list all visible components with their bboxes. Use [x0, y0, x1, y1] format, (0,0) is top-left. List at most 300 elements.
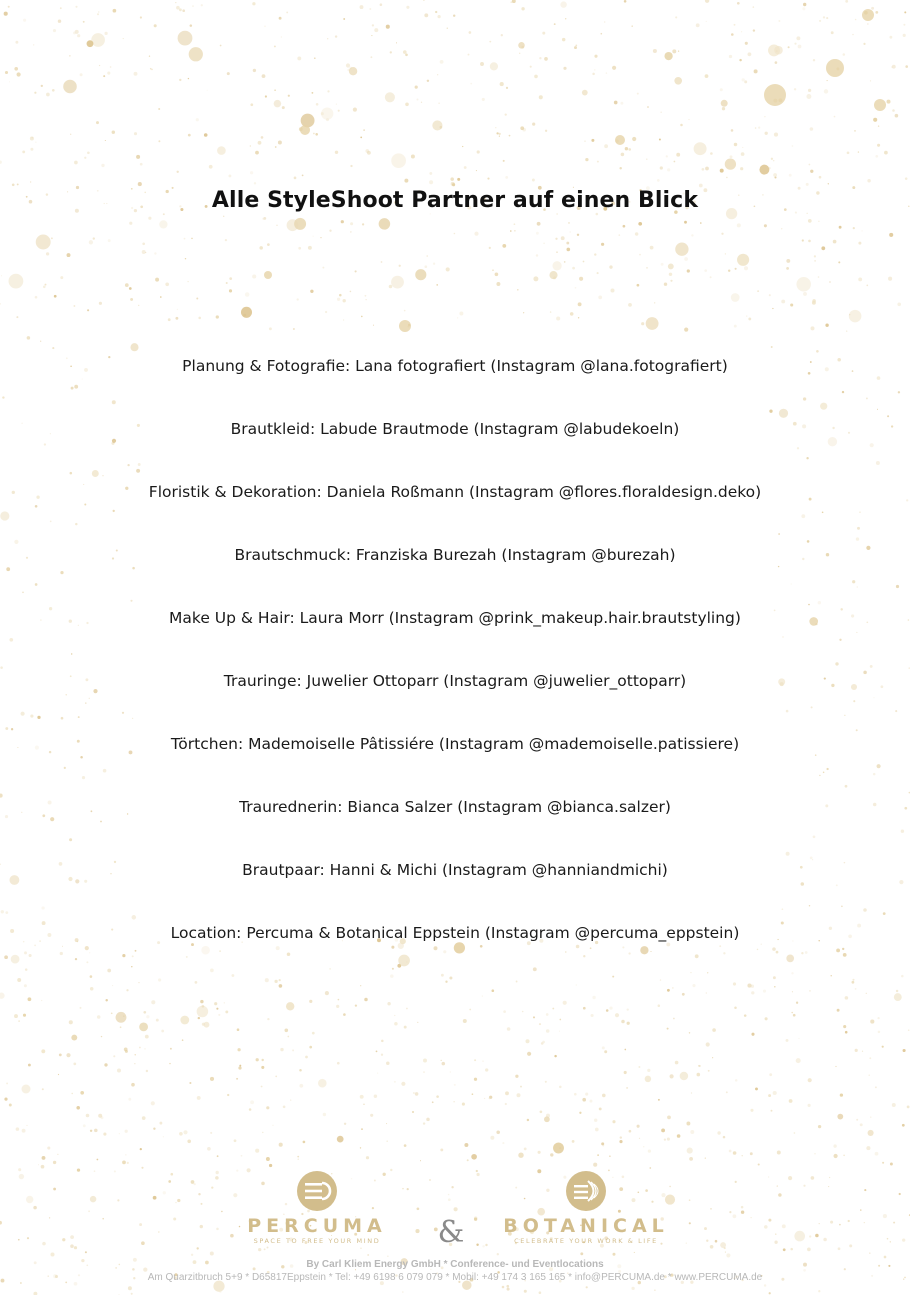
gold-speckle [627, 1008, 629, 1010]
gold-speckle [765, 132, 768, 135]
gold-speckle [228, 174, 231, 177]
gold-speckle [252, 2, 255, 5]
gold-speckle [182, 1039, 184, 1041]
gold-speckle [623, 225, 626, 228]
gold-speckle [632, 137, 636, 141]
gold-speckle [145, 1035, 149, 1039]
gold-speckle [712, 1028, 716, 1032]
gold-speckle [520, 126, 524, 130]
gold-speckle [261, 1059, 263, 1061]
gold-speckle [552, 1008, 554, 1010]
gold-speckle [621, 153, 625, 157]
gold-speckle [305, 1056, 308, 1059]
gold-speckle [793, 1014, 796, 1017]
gold-speckle [506, 1285, 509, 1288]
gold-speckle [814, 260, 816, 262]
gold-speckle [565, 18, 566, 19]
gold-speckle [802, 7, 805, 10]
gold-speckle [279, 17, 282, 20]
gold-speckle [412, 1111, 414, 1113]
gold-speckle [555, 238, 557, 240]
gold-speckle [161, 1030, 164, 1033]
botanical-tagline: CELEBRATE YOUR WORK & LIFE [514, 1237, 658, 1245]
gold-speckle [741, 152, 745, 156]
gold-speckle [746, 316, 747, 317]
gold-speckle [90, 987, 94, 991]
gold-speckle [903, 24, 905, 26]
gold-speckle [339, 294, 342, 297]
gold-speckle [750, 1109, 753, 1112]
gold-speckle [751, 991, 754, 994]
gold-speckle [824, 89, 828, 93]
gold-speckle [689, 1032, 690, 1033]
gold-speckle [183, 1130, 187, 1134]
gold-speckle [485, 1068, 488, 1071]
gold-speckle [41, 1000, 42, 1001]
gold-speckle [112, 985, 113, 986]
gold-speckle [813, 59, 815, 61]
gold-speckle [661, 263, 664, 266]
gold-speckle [73, 1063, 76, 1066]
gold-speckle [553, 1143, 564, 1154]
gold-speckle [135, 1054, 136, 1055]
gold-speckle [875, 1086, 877, 1088]
gold-speckle [624, 1071, 627, 1074]
gold-speckle [579, 1112, 581, 1114]
gold-speckle [826, 17, 828, 19]
gold-speckle [267, 243, 270, 246]
gold-speckle [765, 1017, 768, 1020]
gold-speckle [426, 1118, 430, 1122]
gold-speckle [70, 134, 71, 135]
gold-speckle [122, 1161, 126, 1165]
gold-speckle [53, 29, 56, 32]
gold-speckle [225, 1010, 228, 1013]
gold-speckle [905, 177, 908, 180]
gold-speckle [131, 1083, 135, 1087]
gold-speckle [459, 312, 463, 316]
gold-speckle [669, 273, 672, 276]
gold-speckle [839, 226, 842, 229]
gold-speckle [888, 277, 892, 281]
gold-speckle [380, 3, 383, 6]
gold-speckle [606, 72, 607, 73]
gold-speckle [737, 223, 741, 227]
gold-speckle [596, 213, 599, 216]
gold-speckle [262, 74, 266, 78]
gold-speckle [517, 289, 519, 291]
gold-speckle [300, 125, 310, 135]
gold-speckle [808, 219, 812, 223]
gold-speckle [838, 261, 840, 263]
gold-speckle [87, 151, 90, 154]
partner-item-brautschmuck: Brautschmuck: Franziska Burezah (Instagram @burezah) [234, 546, 676, 564]
gold-speckle [105, 140, 106, 141]
gold-speckle [645, 1076, 652, 1083]
gold-speckle [814, 1153, 815, 1154]
gold-speckle [740, 167, 743, 170]
gold-speckle [18, 1020, 20, 1022]
partner-list [0, 354, 910, 984]
gold-speckle [614, 101, 618, 105]
gold-speckle [523, 312, 524, 313]
gold-speckle [521, 7, 524, 10]
gold-speckle [609, 1006, 612, 1009]
gold-speckle [578, 302, 582, 306]
gold-speckle [609, 265, 612, 268]
gold-speckle [5, 71, 8, 74]
gold-speckle [751, 1033, 754, 1036]
gold-speckle [854, 130, 856, 132]
gold-speckle [98, 12, 99, 13]
gold-speckle [94, 1129, 98, 1133]
gold-speckle [16, 316, 18, 318]
gold-speckle [217, 146, 226, 155]
gold-speckle [696, 23, 700, 27]
gold-speckle [539, 57, 541, 59]
gold-speckle [860, 1123, 863, 1126]
gold-speckle [288, 95, 290, 97]
gold-speckle [808, 1104, 811, 1107]
gold-speckle [343, 319, 344, 320]
gold-speckle [668, 263, 674, 269]
gold-speckle [297, 56, 301, 60]
gold-speckle [126, 989, 128, 991]
gold-speckle [637, 1125, 640, 1128]
gold-speckle [518, 42, 525, 49]
gold-speckle [76, 1106, 80, 1110]
gold-speckle [619, 1140, 622, 1143]
gold-speckle [604, 1050, 607, 1053]
gold-speckle [769, 1073, 772, 1076]
gold-speckle [363, 129, 365, 131]
gold-speckle [433, 263, 435, 265]
gold-speckle [446, 267, 450, 271]
gold-speckle [821, 246, 825, 250]
gold-speckle [819, 176, 822, 179]
gold-speckle [42, 1156, 46, 1160]
gold-speckle [0, 993, 5, 999]
gold-speckle [517, 1093, 521, 1097]
gold-speckle [604, 21, 605, 22]
gold-speckle [432, 120, 442, 130]
gold-speckle [30, 181, 31, 182]
gold-speckle [742, 147, 743, 148]
gold-speckle [381, 1054, 383, 1056]
gold-speckle [141, 1167, 143, 1169]
gold-speckle [705, 1158, 706, 1159]
gold-speckle [28, 997, 32, 1001]
gold-speckle [426, 255, 428, 257]
gold-speckle [490, 62, 498, 70]
gold-speckle [515, 1075, 518, 1078]
gold-speckle [618, 234, 620, 236]
gold-speckle [280, 1048, 283, 1051]
gold-speckle [196, 118, 199, 121]
percuma-logo-icon [296, 1170, 338, 1212]
gold-speckle [0, 161, 2, 164]
percuma-wordmark: PERCUMA [247, 1215, 387, 1237]
gold-speckle [226, 282, 228, 284]
gold-speckle [386, 1140, 387, 1141]
gold-speckle [462, 146, 463, 147]
gold-speckle [810, 127, 814, 131]
gold-speckle [889, 233, 893, 237]
gold-speckle [187, 1139, 191, 1143]
gold-speckle [773, 1091, 777, 1095]
gold-speckle [227, 1094, 229, 1096]
gold-speckle [160, 296, 162, 298]
gold-speckle [170, 1048, 172, 1050]
gold-speckle [764, 224, 767, 227]
gold-speckle [60, 7, 62, 9]
gold-speckle [735, 268, 737, 270]
gold-speckle [69, 1020, 73, 1024]
gold-speckle [67, 253, 71, 257]
gold-speckle [274, 45, 276, 47]
gold-speckle [279, 1143, 283, 1147]
gold-speckle [582, 1098, 586, 1102]
gold-speckle [843, 53, 846, 56]
gold-speckle [637, 284, 640, 287]
gold-speckle [179, 8, 182, 11]
gold-speckle [670, 1074, 674, 1078]
gold-speckle [818, 1290, 820, 1292]
gold-speckle [471, 1154, 477, 1160]
gold-speckle [601, 33, 603, 35]
gold-speckle [803, 3, 806, 6]
gold-speckle [424, 13, 428, 17]
gold-speckle [583, 261, 585, 263]
gold-speckle [283, 1105, 286, 1108]
gold-speckle [266, 1157, 270, 1161]
gold-speckle [530, 66, 532, 68]
gold-speckle [561, 236, 565, 240]
gold-speckle [453, 1101, 454, 1102]
gold-speckle [723, 1136, 726, 1139]
gold-speckle [849, 314, 850, 315]
gold-speckle [691, 234, 693, 236]
gold-speckle [41, 1049, 45, 1053]
gold-speckle [667, 1116, 671, 1120]
gold-speckle [612, 1120, 615, 1123]
gold-speckle [130, 298, 133, 301]
gold-speckle [892, 1103, 896, 1107]
gold-speckle [343, 1013, 346, 1016]
gold-speckle [855, 19, 857, 21]
gold-speckle [142, 1116, 146, 1120]
gold-speckle [391, 276, 404, 289]
gold-speckle [403, 50, 407, 54]
gold-speckle [667, 1138, 670, 1141]
gold-speckle [808, 240, 811, 243]
gold-speckle [113, 9, 117, 13]
gold-speckle [151, 1000, 155, 1004]
gold-speckle [224, 1002, 225, 1003]
gold-speckle [138, 182, 142, 186]
gold-speckle [646, 267, 647, 268]
gold-speckle [869, 1057, 871, 1059]
gold-speckle [704, 269, 707, 272]
gold-speckle [522, 1011, 524, 1013]
gold-speckle [370, 1114, 373, 1117]
gold-speckle [597, 1154, 599, 1156]
gold-speckle [274, 89, 276, 91]
gold-speckle [275, 1076, 277, 1078]
gold-speckle [505, 113, 507, 115]
partner-item-brautkleid: Brautkleid: Labude Brautmode (Instagram @labudekoeln) [230, 420, 680, 438]
gold-speckle [533, 276, 538, 281]
gold-speckle [259, 246, 263, 250]
gold-speckle [687, 269, 690, 272]
gold-speckle [768, 1094, 771, 1097]
gold-speckle [34, 92, 36, 94]
gold-speckle [845, 996, 849, 1000]
gold-speckle [323, 1113, 326, 1116]
gold-speckle [457, 317, 458, 318]
gold-speckle [178, 31, 193, 46]
gold-speckle [591, 139, 594, 142]
gold-speckle [441, 1060, 442, 1061]
gold-speckle [89, 240, 93, 244]
gold-speckle [108, 239, 111, 242]
gold-speckle [542, 32, 545, 35]
gold-speckle [706, 1042, 710, 1046]
gold-speckle [262, 218, 264, 220]
gold-speckle [360, 1095, 364, 1099]
gold-speckle [237, 1048, 240, 1051]
gold-speckle [536, 232, 539, 235]
gold-speckle [582, 90, 588, 96]
gold-speckle [103, 75, 105, 77]
gold-speckle [360, 1147, 361, 1148]
gold-speckle [303, 1141, 306, 1144]
gold-speckle [411, 155, 415, 159]
gold-speckle [86, 1114, 90, 1118]
gold-speckle [386, 1123, 387, 1124]
gold-speckle [364, 998, 368, 1002]
gold-speckle [624, 1049, 626, 1051]
gold-speckle [710, 276, 712, 278]
gold-speckle [649, 1167, 651, 1169]
gold-speckle [641, 322, 644, 325]
gold-speckle [80, 1007, 82, 1009]
gold-speckle [863, 43, 865, 45]
gold-speckle [722, 107, 725, 110]
gold-speckle [502, 1142, 504, 1144]
gold-speckle [489, 247, 491, 249]
gold-speckle [502, 1286, 505, 1289]
gold-speckle [146, 1070, 148, 1072]
gold-speckle [578, 317, 579, 318]
gold-speckle [124, 1048, 128, 1052]
gold-speckle [791, 1012, 793, 1014]
gold-speckle [405, 102, 409, 106]
gold-speckle [182, 9, 185, 12]
gold-speckle [362, 223, 364, 225]
gold-speckle [204, 133, 208, 137]
gold-speckle [796, 1058, 801, 1063]
gold-speckle [462, 1103, 465, 1106]
gold-speckle [139, 1047, 141, 1049]
gold-speckle [574, 1093, 577, 1096]
gold-speckle [495, 272, 499, 276]
gold-speckle [261, 1066, 264, 1069]
gold-speckle [884, 1256, 887, 1259]
gold-speckle [192, 5, 193, 6]
gold-speckle [890, 1163, 893, 1166]
gold-speckle [691, 1092, 692, 1093]
gold-speckle [394, 1015, 395, 1016]
gold-speckle [129, 222, 132, 225]
gold-speckle [423, 0, 424, 1]
gold-speckle [778, 20, 780, 22]
gold-speckle [389, 285, 393, 289]
gold-speckle [127, 1162, 129, 1164]
gold-speckle [480, 62, 484, 66]
gold-speckle [870, 1117, 871, 1118]
gold-speckle [45, 284, 47, 286]
gold-speckle [313, 236, 314, 237]
gold-speckle [51, 237, 53, 239]
gold-speckle [373, 325, 374, 326]
gold-speckle [586, 1286, 588, 1288]
gold-speckle [627, 1022, 630, 1025]
gold-speckle [512, 0, 516, 3]
gold-speckle [692, 984, 695, 987]
gold-speckle [490, 1136, 494, 1140]
gold-speckle [38, 1164, 39, 1165]
gold-speckle [875, 155, 878, 158]
gold-speckle [297, 1156, 299, 1158]
gold-speckle [890, 36, 893, 39]
gold-speckle [286, 11, 288, 13]
gold-speckle [661, 1128, 665, 1132]
gold-speckle [552, 261, 561, 270]
gold-speckle [252, 274, 256, 278]
gold-speckle [404, 310, 406, 312]
gold-speckle [292, 1049, 294, 1051]
gold-speckle [474, 232, 478, 236]
gold-speckle [355, 1004, 357, 1006]
gold-speckle [775, 61, 778, 64]
gold-speckle [520, 1086, 522, 1088]
percuma-tagline: SPACE TO FREE YOUR MIND [253, 1237, 381, 1245]
gold-speckle [42, 1088, 44, 1090]
gold-speckle [322, 267, 324, 269]
gold-speckle [96, 121, 99, 124]
gold-speckle [98, 1114, 102, 1118]
gold-speckle [794, 1132, 796, 1134]
gold-speckle [151, 1101, 155, 1105]
gold-speckle [833, 1144, 836, 1147]
gold-speckle [129, 287, 132, 290]
gold-speckle [643, 1146, 644, 1147]
gold-speckle [858, 151, 859, 152]
gold-speckle [503, 160, 505, 162]
gold-speckle [532, 179, 535, 182]
gold-speckle [574, 46, 577, 49]
gold-speckle [159, 220, 167, 228]
gold-speckle [794, 43, 796, 45]
gold-speckle [207, 1147, 211, 1151]
gold-speckle [134, 132, 137, 135]
gold-speckle [664, 1138, 666, 1140]
gold-speckle [802, 239, 804, 241]
gold-speckle [735, 1079, 738, 1082]
gold-speckle [309, 1046, 312, 1049]
gold-speckle [862, 9, 874, 21]
